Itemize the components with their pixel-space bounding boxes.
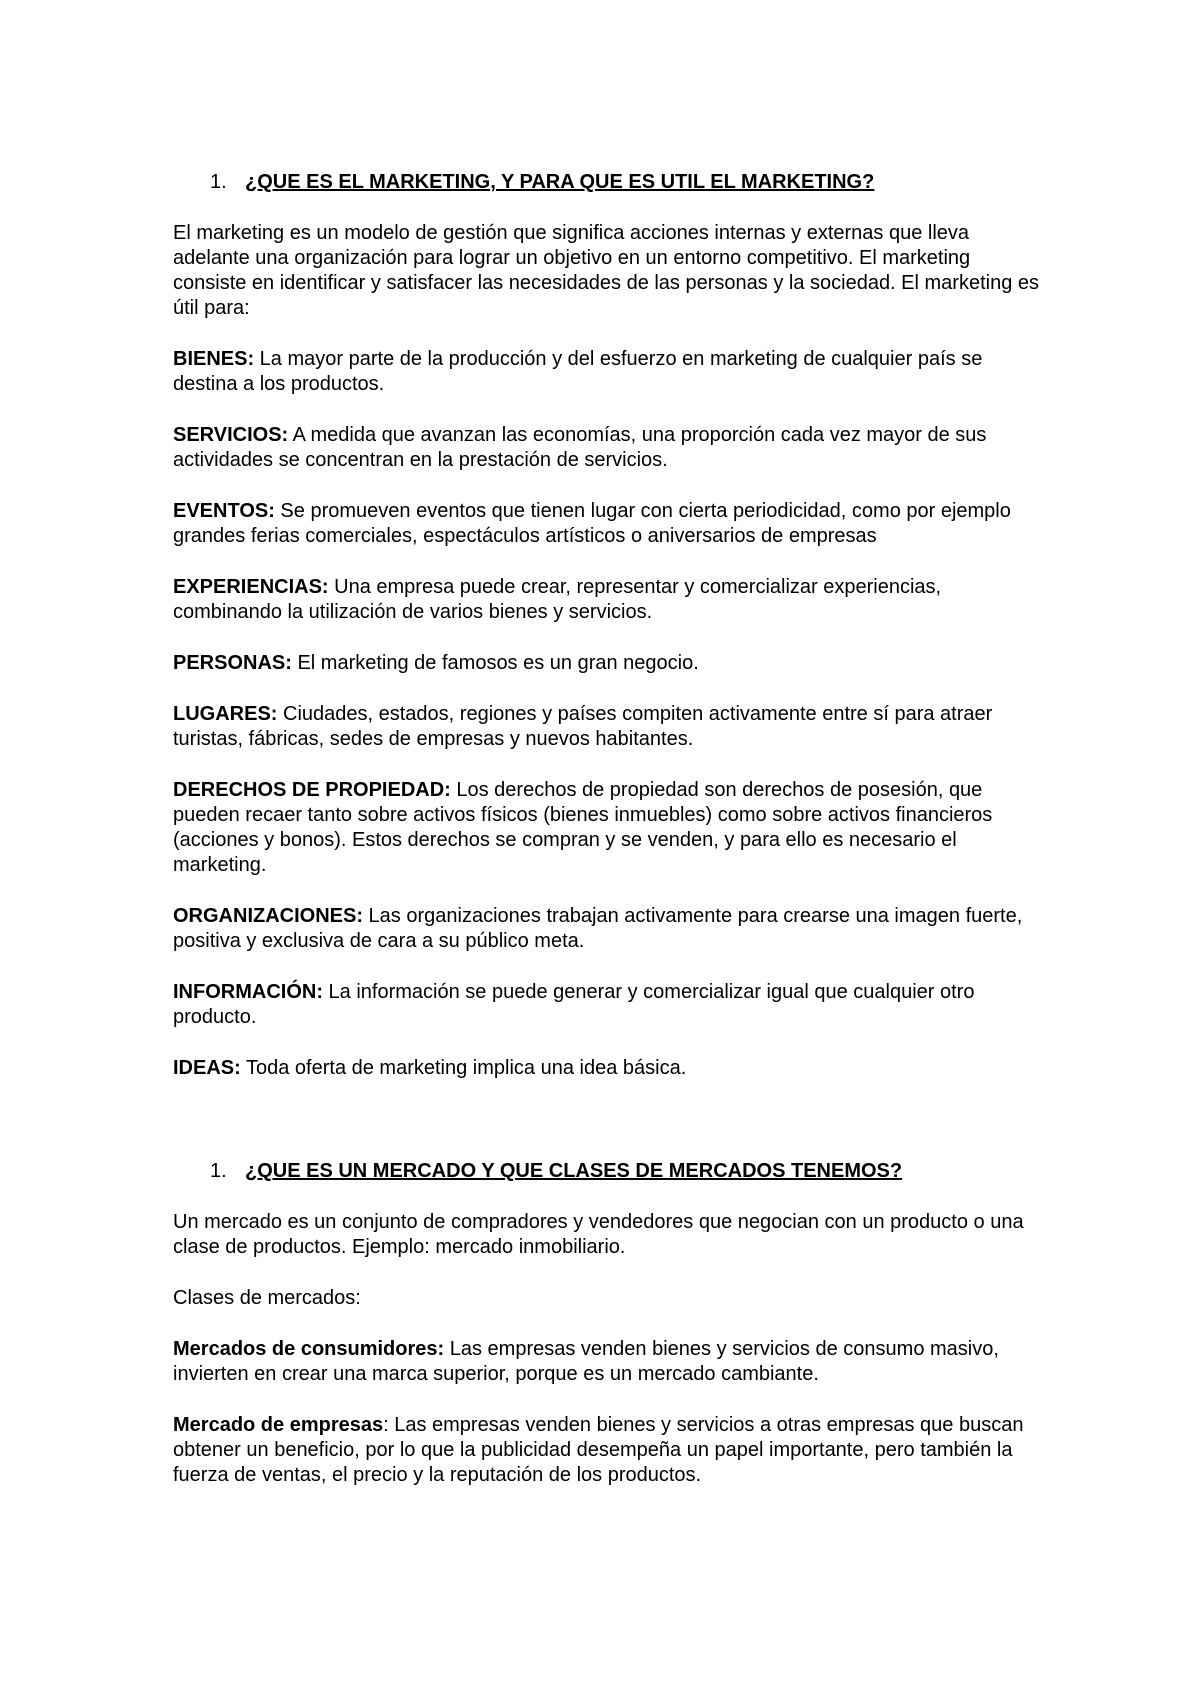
section-2-number: 1.	[210, 1160, 227, 1182]
item-lugares	[173, 702, 1043, 752]
item-text: A medida que avanzan las economías, una proporción cada vez mayor de sus actividades se concentran en la prestación de servicios.	[173, 424, 987, 471]
item-informacion	[173, 980, 1043, 1030]
section-1-heading	[173, 170, 1043, 195]
item-term: BIENES:	[173, 348, 255, 370]
section-1-number: 1.	[210, 171, 227, 193]
item-servicios	[173, 423, 1043, 473]
item-term: EXPERIENCIAS:	[173, 576, 329, 598]
item-derechos-de-propiedad	[173, 778, 1043, 878]
item-text: Una empresa puede crear, representar y comercializar experiencias, combinando la utilización de varios bienes y servicios.	[173, 576, 942, 623]
section-2-intro: Un mercado es un conjunto de compradores y vendedores que negocian con un producto o una clase de productos. Ejemplo: mercado inmobiliario.	[173, 1211, 1024, 1258]
item-text: La mayor parte de la producción y del esfuerzo en marketing de cualquier país se destina a los productos.	[173, 348, 983, 395]
item-experiencias	[173, 575, 1043, 625]
document-content	[173, 170, 1043, 1514]
item-text: Los derechos de propiedad son derechos de posesión, que pueden recaer tanto sobre activos físicos (bienes inmuebles) como sobre activos financieros (acciones y bonos). Estos derechos se compran y se venden, y para ello es necesario el marketing.	[173, 779, 993, 876]
item-mercados-de-consumidores	[173, 1337, 1043, 1387]
item-personas	[173, 651, 1043, 676]
item-ideas	[173, 1056, 1043, 1081]
item-text: Toda oferta de marketing implica una idea básica.	[240, 1057, 687, 1079]
item-term: SERVICIOS:	[173, 424, 289, 446]
item-text: Ciudades, estados, regiones y países compiten activamente entre sí para atraer turistas, fábricas, sedes de empresas y nuevos habitantes.	[173, 703, 993, 750]
item-term: IDEAS:	[173, 1057, 241, 1079]
section-2-title: ¿QUE ES UN MERCADO Y QUE CLASES DE MERCADOS TENEMOS?	[245, 1160, 903, 1182]
item-bienes	[173, 347, 1043, 397]
item-text: La información se puede generar y comercializar igual que cualquier otro producto.	[173, 981, 975, 1028]
section-1-title: ¿QUE ES EL MARKETING, Y PARA QUE ES UTIL EL MARKETING?	[245, 171, 875, 193]
section-2-heading	[173, 1159, 1043, 1184]
item-eventos	[173, 499, 1043, 549]
section-1-intro: El marketing es un modelo de gestión que significa acciones internas y externas que lleva adelante una organización para lograr un objetivo en un entorno competitivo. El marketing consiste en identificar y satisfacer las necesidades de las personas y la sociedad. El marketing es útil para:	[173, 222, 1040, 319]
item-term: EVENTOS:	[173, 500, 275, 522]
item-term: Mercados de consumidores:	[173, 1338, 445, 1360]
item-text: : Las empresas venden bienes y servicios a otras empresas que buscan obtener un beneficio, por lo que la publicidad desempeña un papel importante, pero también la fuerza de ventas, el precio y la reputación de los productos.	[173, 1414, 1024, 1486]
item-organizaciones	[173, 904, 1043, 954]
item-mercado-de-empresas	[173, 1413, 1043, 1488]
section-spacer	[173, 1107, 1043, 1159]
classes-label: Clases de mercados:	[173, 1287, 361, 1309]
item-term: ORGANIZACIONES:	[173, 905, 363, 927]
item-text: Las organizaciones trabajan activamente para crearse una imagen fuerte, positiva y exclusiva de cara a su público meta.	[173, 905, 1023, 952]
item-term: DERECHOS DE PROPIEDAD:	[173, 779, 451, 801]
item-text: El marketing de famosos es un gran negocio.	[291, 652, 699, 674]
item-text: Se promueven eventos que tienen lugar con cierta periodicidad, como por ejemplo grandes ferias comerciales, espectáculos artísticos o aniversarios de empresas	[173, 500, 1011, 547]
item-term: PERSONAS:	[173, 652, 292, 674]
item-text: Las empresas venden bienes y servicios de consumo masivo, invierten en crear una marca superior, porque es un mercado cambiante.	[173, 1338, 999, 1385]
item-term: Mercado de empresas	[173, 1414, 384, 1436]
item-term: LUGARES:	[173, 703, 278, 725]
item-term: INFORMACIÓN:	[173, 981, 323, 1003]
